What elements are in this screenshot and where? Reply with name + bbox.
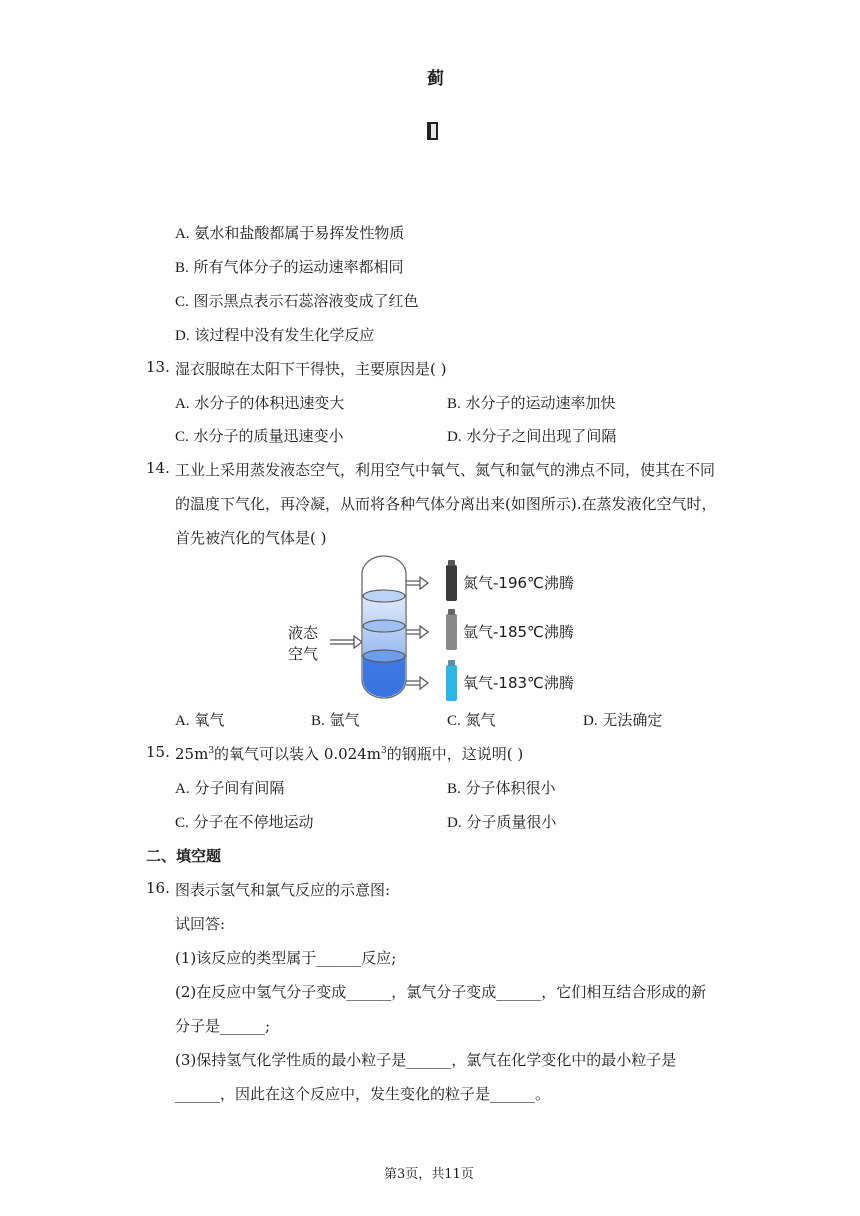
q14-stem-line-2: 的温度下气化，再冷凝，从而将各种气体分离出来(如图所示).在蒸发液化空气时， (175, 495, 717, 513)
volume-1: 25m (175, 745, 209, 763)
q12-option-a: A. 氨水和盐酸都属于易挥发性物质 (175, 224, 405, 242)
output-arrow-icon (406, 577, 428, 689)
volume-2: 0.024m (323, 745, 381, 763)
q16-line-7: ______，因此在这个反应中，发生变化的粒子是______。 (175, 1085, 551, 1103)
exponent-2: 3 (381, 746, 387, 756)
q15-stem-mid: 的氧气可以装入 (214, 745, 324, 763)
q14-number: 14. (146, 459, 170, 477)
q15-stem (175, 743, 523, 764)
q14-stem-line-3: 首先被汽化的气体是( ) (175, 529, 327, 547)
q13-option-b: B. 水分子的运动速率加快 (447, 394, 616, 412)
q15-number: 15. (146, 743, 170, 761)
q16-line-6: (3)保持氢气化学性质的最小粒子是______，氯气在化学变化中的最小粒子是 (175, 1051, 677, 1069)
top-figure-block (427, 122, 438, 140)
q15-option-a: A. 分子间有间隔 (175, 779, 285, 797)
q14-option-a: A. 氧气 (175, 711, 225, 729)
q13-option-d: D. 水分子之间出现了间隔 (447, 427, 617, 445)
q13-number: 13. (146, 358, 170, 376)
q12-option-b: B. 所有气体分子的运动速率都相同 (175, 258, 404, 276)
input-label-liquid: 液态 (288, 624, 319, 642)
q13-stem: 湿衣服晾在太阳下干得快，主要原因是( ) (175, 360, 447, 378)
q12-option-c: C. 图示黑点表示石蕊溶液变成了红色 (175, 292, 419, 310)
q15-option-d: D. 分子质量很小 (447, 813, 557, 831)
output-label-nitrogen: 氮气-196℃沸腾 (463, 574, 574, 592)
top-figure-glyph: 蓟 (427, 69, 444, 89)
q16-line-1: 图表示氢气和氯气反应的示意图: (175, 881, 391, 899)
q13-option-a: A. 水分子的体积迅速变大 (175, 394, 345, 412)
q14-stem-line-1: 工业上采用蒸发液态空气，利用空气中氧气、氮气和氩气的沸点不同，使其在不同 (175, 461, 716, 479)
air-separation-figure (282, 552, 592, 702)
q14-option-c: C. 氮气 (447, 711, 496, 729)
q14-option-b: B. 氩气 (311, 711, 360, 729)
exponent-1: 3 (208, 746, 215, 756)
oxygen-bottle-icon (446, 665, 457, 701)
output-label-oxygen: 氧气-183℃沸腾 (463, 674, 574, 692)
q15-option-c: C. 分子在不停地运动 (175, 813, 314, 831)
argon-bottle-icon (446, 614, 457, 650)
q15-stem-end: 的钢瓶中，这说明( ) (386, 745, 524, 763)
nitrogen-bottle-icon (446, 565, 457, 601)
output-label-argon: 氩气-185℃沸腾 (463, 623, 574, 641)
q14-option-d: D. 无法确定 (583, 711, 663, 729)
q16-line-4: (2)在反应中氢气分子变成______，氯气分子变成______，它们相互结合形成的新 (175, 983, 707, 1001)
q15-option-b: B. 分子体积很小 (447, 779, 556, 797)
q13-option-c: C. 水分子的质量迅速变小 (175, 427, 344, 445)
q16-line-2: 试回答: (175, 915, 226, 933)
q16-number: 16. (146, 879, 170, 897)
q12-option-d: D. 该过程中没有发生化学反应 (175, 326, 375, 344)
q16-line-3: (1)该反应的类型属于______反应; (175, 949, 397, 967)
q16-line-5: 分子是______; (175, 1017, 271, 1035)
input-arrow-icon (330, 636, 362, 648)
page-footer: 第3页，共11页 (384, 1167, 474, 1182)
section-heading-fill-in: 二、填空题 (146, 847, 222, 865)
input-label-air: 空气 (288, 645, 319, 663)
